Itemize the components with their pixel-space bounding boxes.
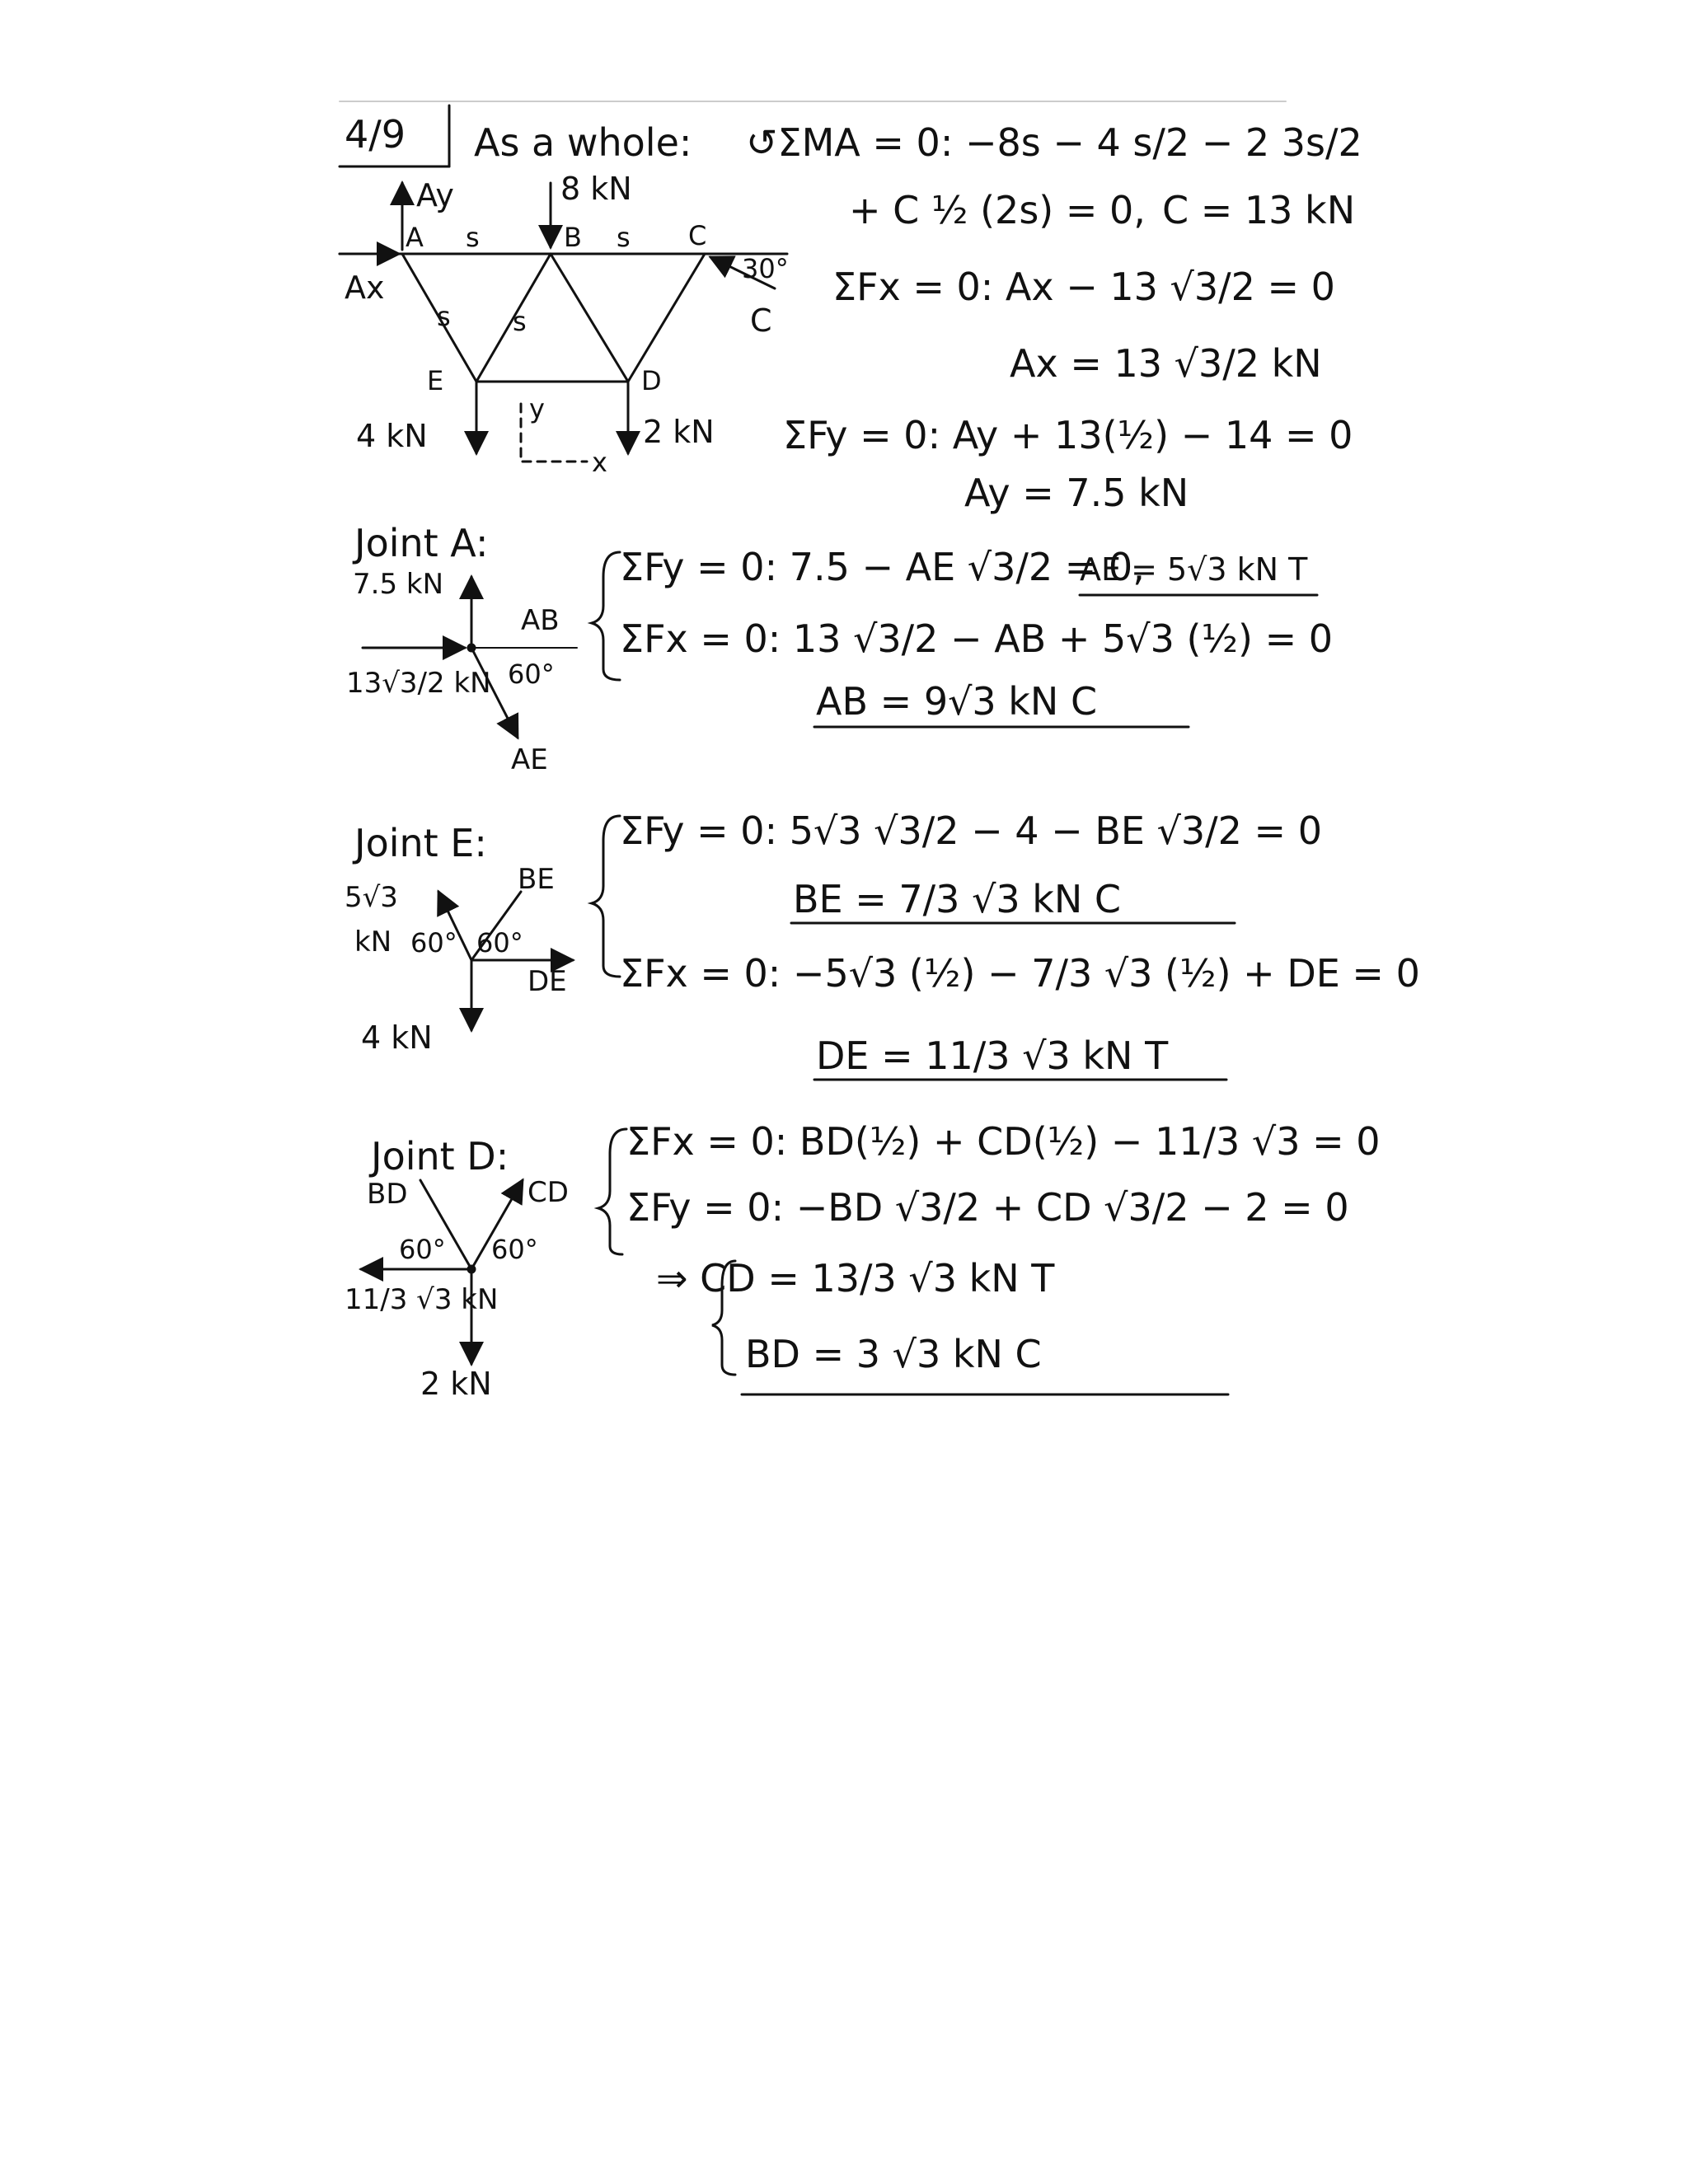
joint-a-up-force: 7.5 kN bbox=[353, 568, 444, 601]
joint-e-left-force: 5√3 bbox=[345, 881, 398, 914]
joint-e-angle-right: 60° bbox=[476, 927, 523, 958]
joint-a-diagram bbox=[363, 577, 577, 738]
axis-y-label: y bbox=[529, 393, 545, 424]
label-joint-a: A bbox=[406, 222, 424, 253]
result-cd: ⇒ CD = 13/3 √3 kN T bbox=[656, 1256, 1055, 1301]
joint-e-heading: Joint E: bbox=[354, 821, 487, 865]
whole-heading: As a whole: bbox=[474, 120, 692, 165]
result-ab: AB = 9√3 kN C bbox=[816, 679, 1098, 724]
joint-a-left-force: 13√3/2 kN bbox=[346, 667, 491, 700]
moment-equation-line1: ↺ΣMA = 0: −8s − 4 s/2 − 2 3s/2 bbox=[746, 120, 1362, 165]
problem-number: 4/9 bbox=[345, 112, 406, 157]
sum-fx-equation: ΣFx = 0: Ax − 13 √3/2 = 0 bbox=[832, 265, 1335, 309]
force-c-label: C bbox=[750, 302, 772, 339]
joint-a-heading: Joint A: bbox=[354, 521, 489, 565]
joint-d-left-force: 11/3 √3 kN bbox=[345, 1283, 499, 1316]
joint-e-angle-left: 60° bbox=[410, 927, 457, 958]
joint-e-left-unit: kN bbox=[354, 926, 392, 958]
joint-e-be: BE bbox=[518, 863, 555, 896]
joint-e-down-force: 4 kN bbox=[361, 1019, 433, 1056]
result-bd: BD = 3 √3 kN C bbox=[745, 1332, 1042, 1376]
label-member-be: s bbox=[513, 306, 527, 337]
joint-a-ae: AE bbox=[511, 743, 548, 776]
result-ay: Ay = 7.5 kN bbox=[964, 471, 1189, 515]
joint-d-heading: Joint D: bbox=[371, 1134, 509, 1179]
label-joint-c: C bbox=[688, 220, 707, 251]
axis-x-label: x bbox=[592, 447, 607, 478]
load-e: 4 kN bbox=[356, 418, 428, 454]
label-ax: Ax bbox=[345, 269, 385, 306]
label-joint-b: B bbox=[564, 222, 582, 253]
joint-d-down-force: 2 kN bbox=[420, 1366, 492, 1402]
result-be: BE = 7/3 √3 kN C bbox=[793, 877, 1122, 921]
joint-d-fy-equation: ΣFy = 0: −BD √3/2 + CD √3/2 − 2 = 0 bbox=[626, 1185, 1349, 1230]
result-ae: AE = 5√3 kN T bbox=[1080, 551, 1308, 588]
label-member-ae: s bbox=[437, 301, 451, 332]
label-joint-d: D bbox=[641, 365, 662, 396]
angle-30: 30° bbox=[742, 253, 789, 284]
moment-equation-line2: + C ½ (2s) = 0, bbox=[849, 188, 1146, 232]
joint-a-fx-equation: ΣFx = 0: 13 √3/2 − AB + 5√3 (½) = 0 bbox=[620, 616, 1334, 661]
label-span-ab: s bbox=[466, 222, 480, 253]
result-c: C = 13 kN bbox=[1162, 188, 1356, 232]
result-de: DE = 11/3 √3 kN T bbox=[816, 1033, 1169, 1078]
joint-e-fx-equation: ΣFx = 0: −5√3 (½) − 7/3 √3 (½) + DE = 0 bbox=[620, 951, 1420, 996]
joint-d-fx-equation: ΣFx = 0: BD(½) + CD(½) − 11/3 √3 = 0 bbox=[626, 1119, 1381, 1164]
joint-d-cd: CD bbox=[528, 1176, 569, 1209]
sum-fy-equation: ΣFy = 0: Ay + 13(½) − 14 = 0 bbox=[783, 413, 1353, 457]
load-d: 2 kN bbox=[643, 414, 715, 450]
joint-e-de: DE bbox=[528, 965, 567, 998]
joint-a-fy-equation: ΣFy = 0: 7.5 − AE √3/2 = 0, bbox=[620, 545, 1145, 589]
joint-d-angle-right: 60° bbox=[491, 1234, 538, 1265]
label-span-bc: s bbox=[617, 222, 631, 253]
joint-d-bd: BD bbox=[367, 1178, 408, 1211]
result-ax: Ax = 13 √3/2 kN bbox=[1010, 341, 1322, 386]
joint-e-diagram bbox=[438, 892, 573, 1030]
joint-a-angle: 60° bbox=[508, 658, 555, 690]
label-ay: Ay bbox=[416, 177, 454, 213]
joint-d-angle-left: 60° bbox=[399, 1234, 446, 1265]
label-joint-e: E bbox=[427, 365, 444, 396]
joint-e-fy-equation: ΣFy = 0: 5√3 √3/2 − 4 − BE √3/2 = 0 bbox=[620, 808, 1322, 853]
joint-a-ab: AB bbox=[521, 604, 560, 637]
load-b: 8 kN bbox=[560, 171, 632, 207]
